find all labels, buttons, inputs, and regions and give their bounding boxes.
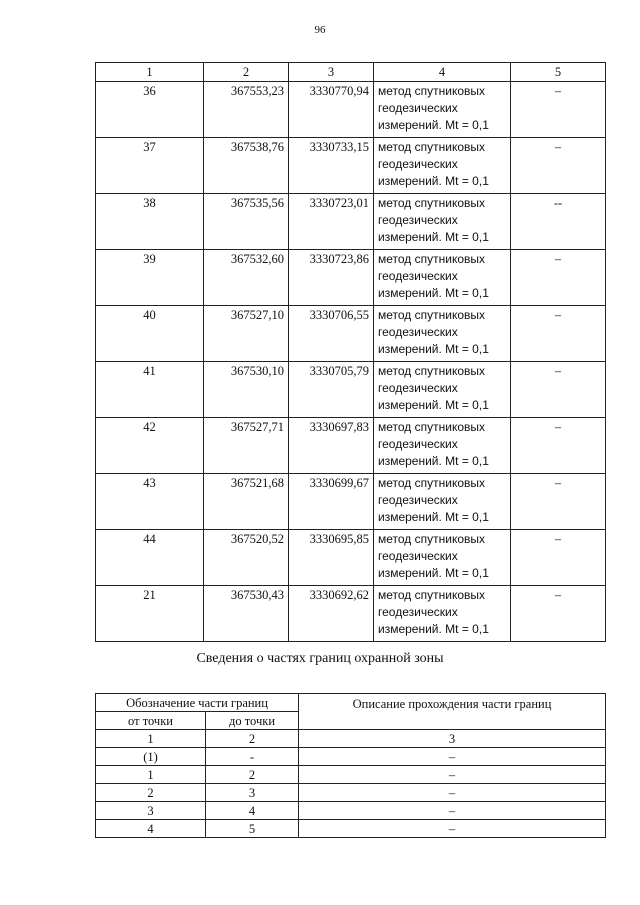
- coordinate-y: 3330705,79: [289, 362, 374, 418]
- point-number: 38: [96, 194, 204, 250]
- method-line: измерений. Mt = 0,1: [378, 622, 489, 636]
- method-line: метод спутниковых: [378, 476, 486, 490]
- header-to-point: до точки: [206, 712, 299, 730]
- coordinate-y: 3330723,01: [289, 194, 374, 250]
- method-line: геодезических: [378, 101, 458, 115]
- point-number: 39: [96, 250, 204, 306]
- column-number-2: 2: [204, 63, 289, 82]
- header-from-point: от точки: [96, 712, 206, 730]
- to-point: -: [206, 748, 299, 766]
- point-number: 41: [96, 362, 204, 418]
- coordinate-x: 367535,56: [204, 194, 289, 250]
- description: –: [299, 748, 606, 766]
- method-line: метод спутниковых: [378, 140, 486, 154]
- method-line: геодезических: [378, 213, 458, 227]
- point-number: 43: [96, 474, 204, 530]
- method-line: геодезических: [378, 325, 458, 339]
- coordinate-y: 3330770,94: [289, 82, 374, 138]
- coordinate-x: 367530,43: [204, 586, 289, 642]
- from-point: (1): [96, 748, 206, 766]
- method-line: измерений. Mt = 0,1: [378, 174, 489, 188]
- method-line: геодезических: [378, 157, 458, 171]
- column-5-value: –: [511, 82, 606, 138]
- column-5-value: --: [511, 194, 606, 250]
- method-line: геодезических: [378, 493, 458, 507]
- coordinate-y: 3330733,15: [289, 138, 374, 194]
- boundary-parts-table: [95, 693, 606, 838]
- parts-header-row: [96, 694, 606, 712]
- header-boundary-part: Обозначение части границ: [96, 694, 299, 712]
- method-cell: [374, 530, 511, 586]
- table-row: [96, 194, 606, 250]
- method-line: измерений. Mt = 0,1: [378, 230, 489, 244]
- coordinate-x: 367553,23: [204, 82, 289, 138]
- table-row: [96, 82, 606, 138]
- table-row: [96, 250, 606, 306]
- method-line: геодезических: [378, 605, 458, 619]
- method-line: метод спутниковых: [378, 308, 486, 322]
- coordinate-x: 367538,76: [204, 138, 289, 194]
- point-number: 44: [96, 530, 204, 586]
- method-line: измерений. Mt = 0,1: [378, 454, 489, 468]
- parts-column-numbers-row: [96, 730, 606, 748]
- method-line: геодезических: [378, 437, 458, 451]
- column-number-5: 5: [511, 63, 606, 82]
- parts-column-number-1: 1: [96, 730, 206, 748]
- column-5-value: –: [511, 418, 606, 474]
- table-row: [96, 766, 606, 784]
- parts-column-number-2: 2: [206, 730, 299, 748]
- method-cell: [374, 474, 511, 530]
- to-point: 2: [206, 766, 299, 784]
- table-row: [96, 418, 606, 474]
- coordinate-x: 367527,71: [204, 418, 289, 474]
- point-number: 21: [96, 586, 204, 642]
- method-line: геодезических: [378, 381, 458, 395]
- table-row: [96, 586, 606, 642]
- method-line: измерений. Mt = 0,1: [378, 342, 489, 356]
- table-row: [96, 362, 606, 418]
- coordinate-y: 3330706,55: [289, 306, 374, 362]
- coordinate-y: 3330692,62: [289, 586, 374, 642]
- coordinate-y: 3330695,85: [289, 530, 374, 586]
- method-line: метод спутниковых: [378, 252, 486, 266]
- coordinate-x: 367521,68: [204, 474, 289, 530]
- page-number: 96: [314, 24, 326, 36]
- coordinate-x: 367530,10: [204, 362, 289, 418]
- method-line: измерений. Mt = 0,1: [378, 118, 489, 132]
- method-line: метод спутниковых: [378, 84, 486, 98]
- method-line: измерений. Mt = 0,1: [378, 398, 489, 412]
- table-row: [96, 138, 606, 194]
- method-cell: [374, 82, 511, 138]
- from-point: 4: [96, 820, 206, 838]
- table-row: [96, 474, 606, 530]
- column-5-value: –: [511, 530, 606, 586]
- point-number: 40: [96, 306, 204, 362]
- to-point: 5: [206, 820, 299, 838]
- header-description: Описание прохождения части границ: [299, 694, 606, 730]
- description: –: [299, 766, 606, 784]
- method-cell: [374, 418, 511, 474]
- table-row: [96, 802, 606, 820]
- method-cell: [374, 194, 511, 250]
- description: –: [299, 820, 606, 838]
- point-number: 37: [96, 138, 204, 194]
- column-5-value: –: [511, 250, 606, 306]
- table-header-row: [96, 63, 606, 82]
- table-row: [96, 820, 606, 838]
- coordinate-y: 3330697,83: [289, 418, 374, 474]
- section-title: Сведения о частях границ охранной зоны: [196, 651, 444, 666]
- column-number-4: 4: [374, 63, 511, 82]
- coordinate-y: 3330699,67: [289, 474, 374, 530]
- point-number: 42: [96, 418, 204, 474]
- method-line: измерений. Mt = 0,1: [378, 286, 489, 300]
- table-row: [96, 530, 606, 586]
- method-cell: [374, 362, 511, 418]
- to-point: 3: [206, 784, 299, 802]
- coordinate-x: 367520,52: [204, 530, 289, 586]
- column-5-value: –: [511, 362, 606, 418]
- description: –: [299, 802, 606, 820]
- coordinate-x: 367527,10: [204, 306, 289, 362]
- method-line: метод спутниковых: [378, 532, 486, 546]
- method-cell: [374, 586, 511, 642]
- table-row: [96, 748, 606, 766]
- description: –: [299, 784, 606, 802]
- method-line: метод спутниковых: [378, 420, 486, 434]
- table-row: [96, 784, 606, 802]
- method-cell: [374, 138, 511, 194]
- method-line: метод спутниковых: [378, 364, 486, 378]
- method-line: метод спутниковых: [378, 588, 486, 602]
- coordinate-y: 3330723,86: [289, 250, 374, 306]
- method-line: измерений. Mt = 0,1: [378, 510, 489, 524]
- method-line: геодезических: [378, 269, 458, 283]
- column-number-3: 3: [289, 63, 374, 82]
- column-5-value: –: [511, 306, 606, 362]
- from-point: 1: [96, 766, 206, 784]
- method-line: измерений. Mt = 0,1: [378, 566, 489, 580]
- column-5-value: –: [511, 138, 606, 194]
- column-5-value: –: [511, 474, 606, 530]
- table-row: [96, 306, 606, 362]
- point-number: 36: [96, 82, 204, 138]
- method-cell: [374, 306, 511, 362]
- column-number-1: 1: [96, 63, 204, 82]
- coordinate-x: 367532,60: [204, 250, 289, 306]
- to-point: 4: [206, 802, 299, 820]
- from-point: 2: [96, 784, 206, 802]
- method-line: геодезических: [378, 549, 458, 563]
- from-point: 3: [96, 802, 206, 820]
- coordinates-table: [95, 62, 606, 642]
- method-line: метод спутниковых: [378, 196, 486, 210]
- column-5-value: –: [511, 586, 606, 642]
- method-cell: [374, 250, 511, 306]
- parts-column-number-3: 3: [299, 730, 606, 748]
